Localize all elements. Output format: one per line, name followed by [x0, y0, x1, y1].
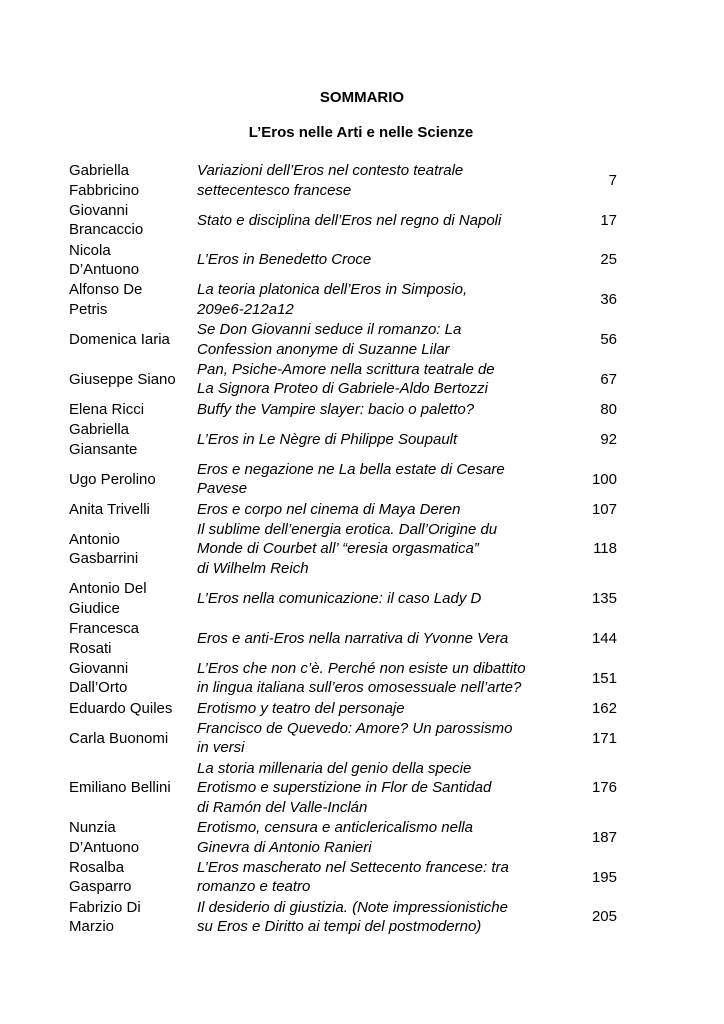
toc-page-number: 17: [600, 211, 617, 229]
toc-title: [197, 898, 581, 937]
author-line: Fabbricino: [69, 181, 140, 199]
author-line: Domenica Iaria: [69, 330, 170, 348]
toc-title: [197, 719, 581, 758]
toc-entry: [69, 619, 617, 658]
title-line: Pavese: [197, 480, 248, 498]
toc-page-number: 135: [591, 590, 617, 608]
toc-page-number: 80: [600, 400, 617, 418]
toc-author: [69, 530, 197, 569]
author-line: Elena Ricci: [69, 400, 145, 418]
toc-entry: [69, 360, 617, 399]
toc-author: [69, 280, 197, 319]
toc-title: [197, 629, 581, 649]
toc-title: [197, 430, 581, 450]
toc-entry: [69, 719, 617, 758]
toc-entry: [69, 460, 617, 499]
toc-entry: [69, 858, 617, 897]
title-line: L’Eros mascherato nel Settecento francese: tra: [197, 858, 509, 876]
author-line: D’Antuono: [69, 261, 140, 279]
author-line: Antonio: [69, 530, 120, 548]
toc-title: [197, 211, 581, 231]
toc-title: [197, 858, 581, 897]
toc-author: [69, 818, 197, 857]
author-line: Alfonso De: [69, 281, 143, 299]
toc-author: [69, 579, 197, 618]
toc-title: [197, 460, 581, 499]
toc-page-number: 7: [608, 171, 617, 189]
toc-page-number: 56: [600, 330, 617, 348]
author-line: Emiliano Bellini: [69, 779, 171, 797]
toc-title: [197, 400, 581, 420]
author-line: Rosati: [69, 639, 112, 657]
toc-page-number: 118: [593, 540, 617, 558]
title-line: Eros e negazione ne La bella estate di Cesare: [197, 460, 505, 478]
toc-entry: [69, 759, 617, 818]
toc-entry: [69, 420, 617, 459]
toc-page-number: 171: [591, 729, 617, 747]
title-line: di Wilhelm Reich: [197, 559, 309, 577]
toc-page-number: 144: [591, 629, 617, 647]
title-line: Il sublime dell’energia erotica. Dall’Origine du: [197, 520, 498, 538]
toc-entry: [69, 320, 617, 359]
toc-title: [197, 659, 581, 698]
author-line: Fabrizio Di: [69, 898, 141, 916]
toc-entry: [69, 898, 617, 937]
toc-entry: [69, 500, 617, 520]
title-line: Il desiderio di giustizia. (Note impressionistiche: [197, 898, 508, 916]
author-line: Ugo Perolino: [69, 470, 156, 488]
toc-title: [197, 161, 581, 200]
toc-author: [69, 370, 197, 390]
title-line: Monde di Courbet all’ “eresia orgasmatica”: [197, 540, 479, 558]
toc-page-number: 107: [591, 500, 617, 518]
toc-title: [197, 280, 581, 319]
toc-entry: [69, 400, 617, 420]
title-line: Eros e corpo nel cinema di Maya Deren: [197, 500, 461, 518]
toc-title: [197, 589, 581, 609]
toc-entry: [69, 659, 617, 698]
title-line: Se Don Giovanni seduce il romanzo: La: [197, 321, 462, 339]
title-line: Erotismo e superstizione in Flor de Santidad: [197, 779, 492, 797]
toc-author: [69, 619, 197, 658]
toc-author: [69, 898, 197, 937]
toc-author: [69, 330, 197, 350]
toc-entry: [69, 241, 617, 280]
title-line: La teoria platonica dell’Eros in Simposio,: [197, 281, 468, 299]
title-line: romanzo e teatro: [197, 878, 311, 896]
toc-author: [69, 729, 197, 749]
toc-author: [69, 500, 197, 520]
author-line: Giudice: [69, 599, 120, 617]
toc-page-number: 205: [591, 908, 617, 926]
title-line: 209e6-212a12: [197, 300, 294, 318]
page-subtitle: [0, 124, 724, 142]
title-line: Francisco de Quevedo: Amore? Un parossismo: [197, 719, 513, 737]
author-line: Giansante: [69, 440, 138, 458]
author-line: Anita Trivelli: [69, 500, 150, 518]
author-line: Dall’Orto: [69, 679, 128, 697]
author-line: Giovanni: [69, 659, 129, 677]
toc-title: [197, 500, 581, 520]
author-line: Gabriella: [69, 162, 130, 179]
toc-entry: [69, 520, 617, 579]
toc-entry: [69, 579, 617, 618]
title-line: Eros e anti-Eros nella narrativa di Yvonne Vera: [197, 629, 509, 647]
toc-entry: [69, 280, 617, 319]
toc-page-number: 195: [591, 868, 617, 886]
title-line: in lingua italiana sull’eros omosessuale nell’arte?: [197, 679, 522, 697]
title-line: Buffy the Vampire slayer: bacio o paletto?: [197, 400, 475, 418]
toc-title: [197, 699, 581, 719]
title-line: settecentesco francese: [197, 181, 352, 199]
toc-page-number: 100: [591, 470, 617, 488]
toc-author: [69, 858, 197, 897]
title-line: Stato e disciplina dell’Eros nel regno di Napoli: [197, 211, 502, 229]
author-line: Brancaccio: [69, 221, 144, 239]
title-line: Confession anonyme di Suzanne Lilar: [197, 340, 450, 358]
toc-page-number: 67: [600, 370, 617, 388]
author-line: Petris: [69, 300, 108, 318]
toc-title: [197, 520, 581, 579]
author-line: Francesca: [69, 620, 140, 638]
title-line: L’Eros in Le Nègre di Philippe Soupault: [197, 430, 458, 448]
toc-author: [69, 659, 197, 698]
toc-entry: [69, 201, 617, 240]
page-title: SOMMARIO: [319, 89, 405, 106]
toc-author: [69, 420, 197, 459]
author-line: Antonio Del: [69, 580, 147, 598]
title-line: in versi: [197, 739, 245, 757]
title-line: su Eros e Diritto ai tempi del postmoderno): [197, 918, 482, 936]
toc-author: [69, 778, 197, 798]
author-line: Eduardo Quiles: [69, 699, 173, 717]
title-line: L’Eros in Benedetto Croce: [197, 251, 372, 269]
title-line: L’Eros nella comunicazione: il caso Lady D: [197, 590, 482, 608]
toc-entry: [69, 699, 617, 719]
author-line: Nicola: [69, 241, 111, 259]
author-line: Marzio: [69, 918, 115, 936]
title-line: Erotismo, censura e anticlericalismo nella: [197, 819, 473, 837]
toc-author: [69, 241, 197, 280]
author-line: Nunzia: [69, 819, 116, 837]
title-line: di Ramón del Valle-Inclán: [197, 798, 368, 816]
title-line: La storia millenaria del genio della specie: [197, 759, 472, 777]
toc-title: [197, 360, 581, 399]
toc-page-number: 151: [591, 669, 617, 687]
author-line: Gabriella: [69, 421, 130, 439]
toc-title: [197, 320, 581, 359]
toc-page-number: 36: [600, 291, 617, 309]
subtitle-text: L’Eros nelle Arti e nelle Scienze: [248, 124, 474, 141]
toc-page-number: 162: [591, 699, 617, 717]
toc-page-number: 176: [591, 779, 617, 797]
title-line: Ginevra di Antonio Ranieri: [197, 838, 372, 856]
toc-entry: [69, 161, 617, 200]
author-line: Gasparro: [69, 878, 132, 896]
toc-author: [69, 201, 197, 240]
toc-title: [197, 759, 581, 818]
toc-title: [197, 250, 581, 270]
author-line: Carla Buonomi: [69, 729, 169, 747]
toc-title: [197, 818, 581, 857]
title-line: Erotismo y teatro del personaje: [197, 699, 405, 717]
toc-entry: [69, 818, 617, 857]
toc-author: [69, 470, 197, 490]
title-line: La Signora Proteo di Gabriele-Aldo Bertozzi: [197, 380, 488, 398]
toc-author: [69, 699, 197, 719]
table-of-contents: [69, 161, 617, 937]
title-line: Pan, Psiche-Amore nella scrittura teatrale de: [197, 360, 495, 378]
author-line: D’Antuono: [69, 838, 140, 856]
toc-page-number: 187: [591, 828, 617, 846]
title-line: L’Eros che non c’è. Perché non esiste un dibattito: [197, 659, 526, 677]
author-line: Rosalba: [69, 858, 125, 876]
toc-author: [69, 400, 197, 420]
author-line: Giuseppe Siano: [69, 370, 176, 388]
toc-page-number: 25: [600, 251, 617, 269]
author-line: Gasbarrini: [69, 550, 139, 568]
toc-page-number: 92: [600, 430, 617, 448]
toc-author: [69, 161, 197, 200]
title-line: Variazioni dell’Eros nel contesto teatrale: [197, 162, 464, 179]
author-line: Giovanni: [69, 201, 129, 219]
